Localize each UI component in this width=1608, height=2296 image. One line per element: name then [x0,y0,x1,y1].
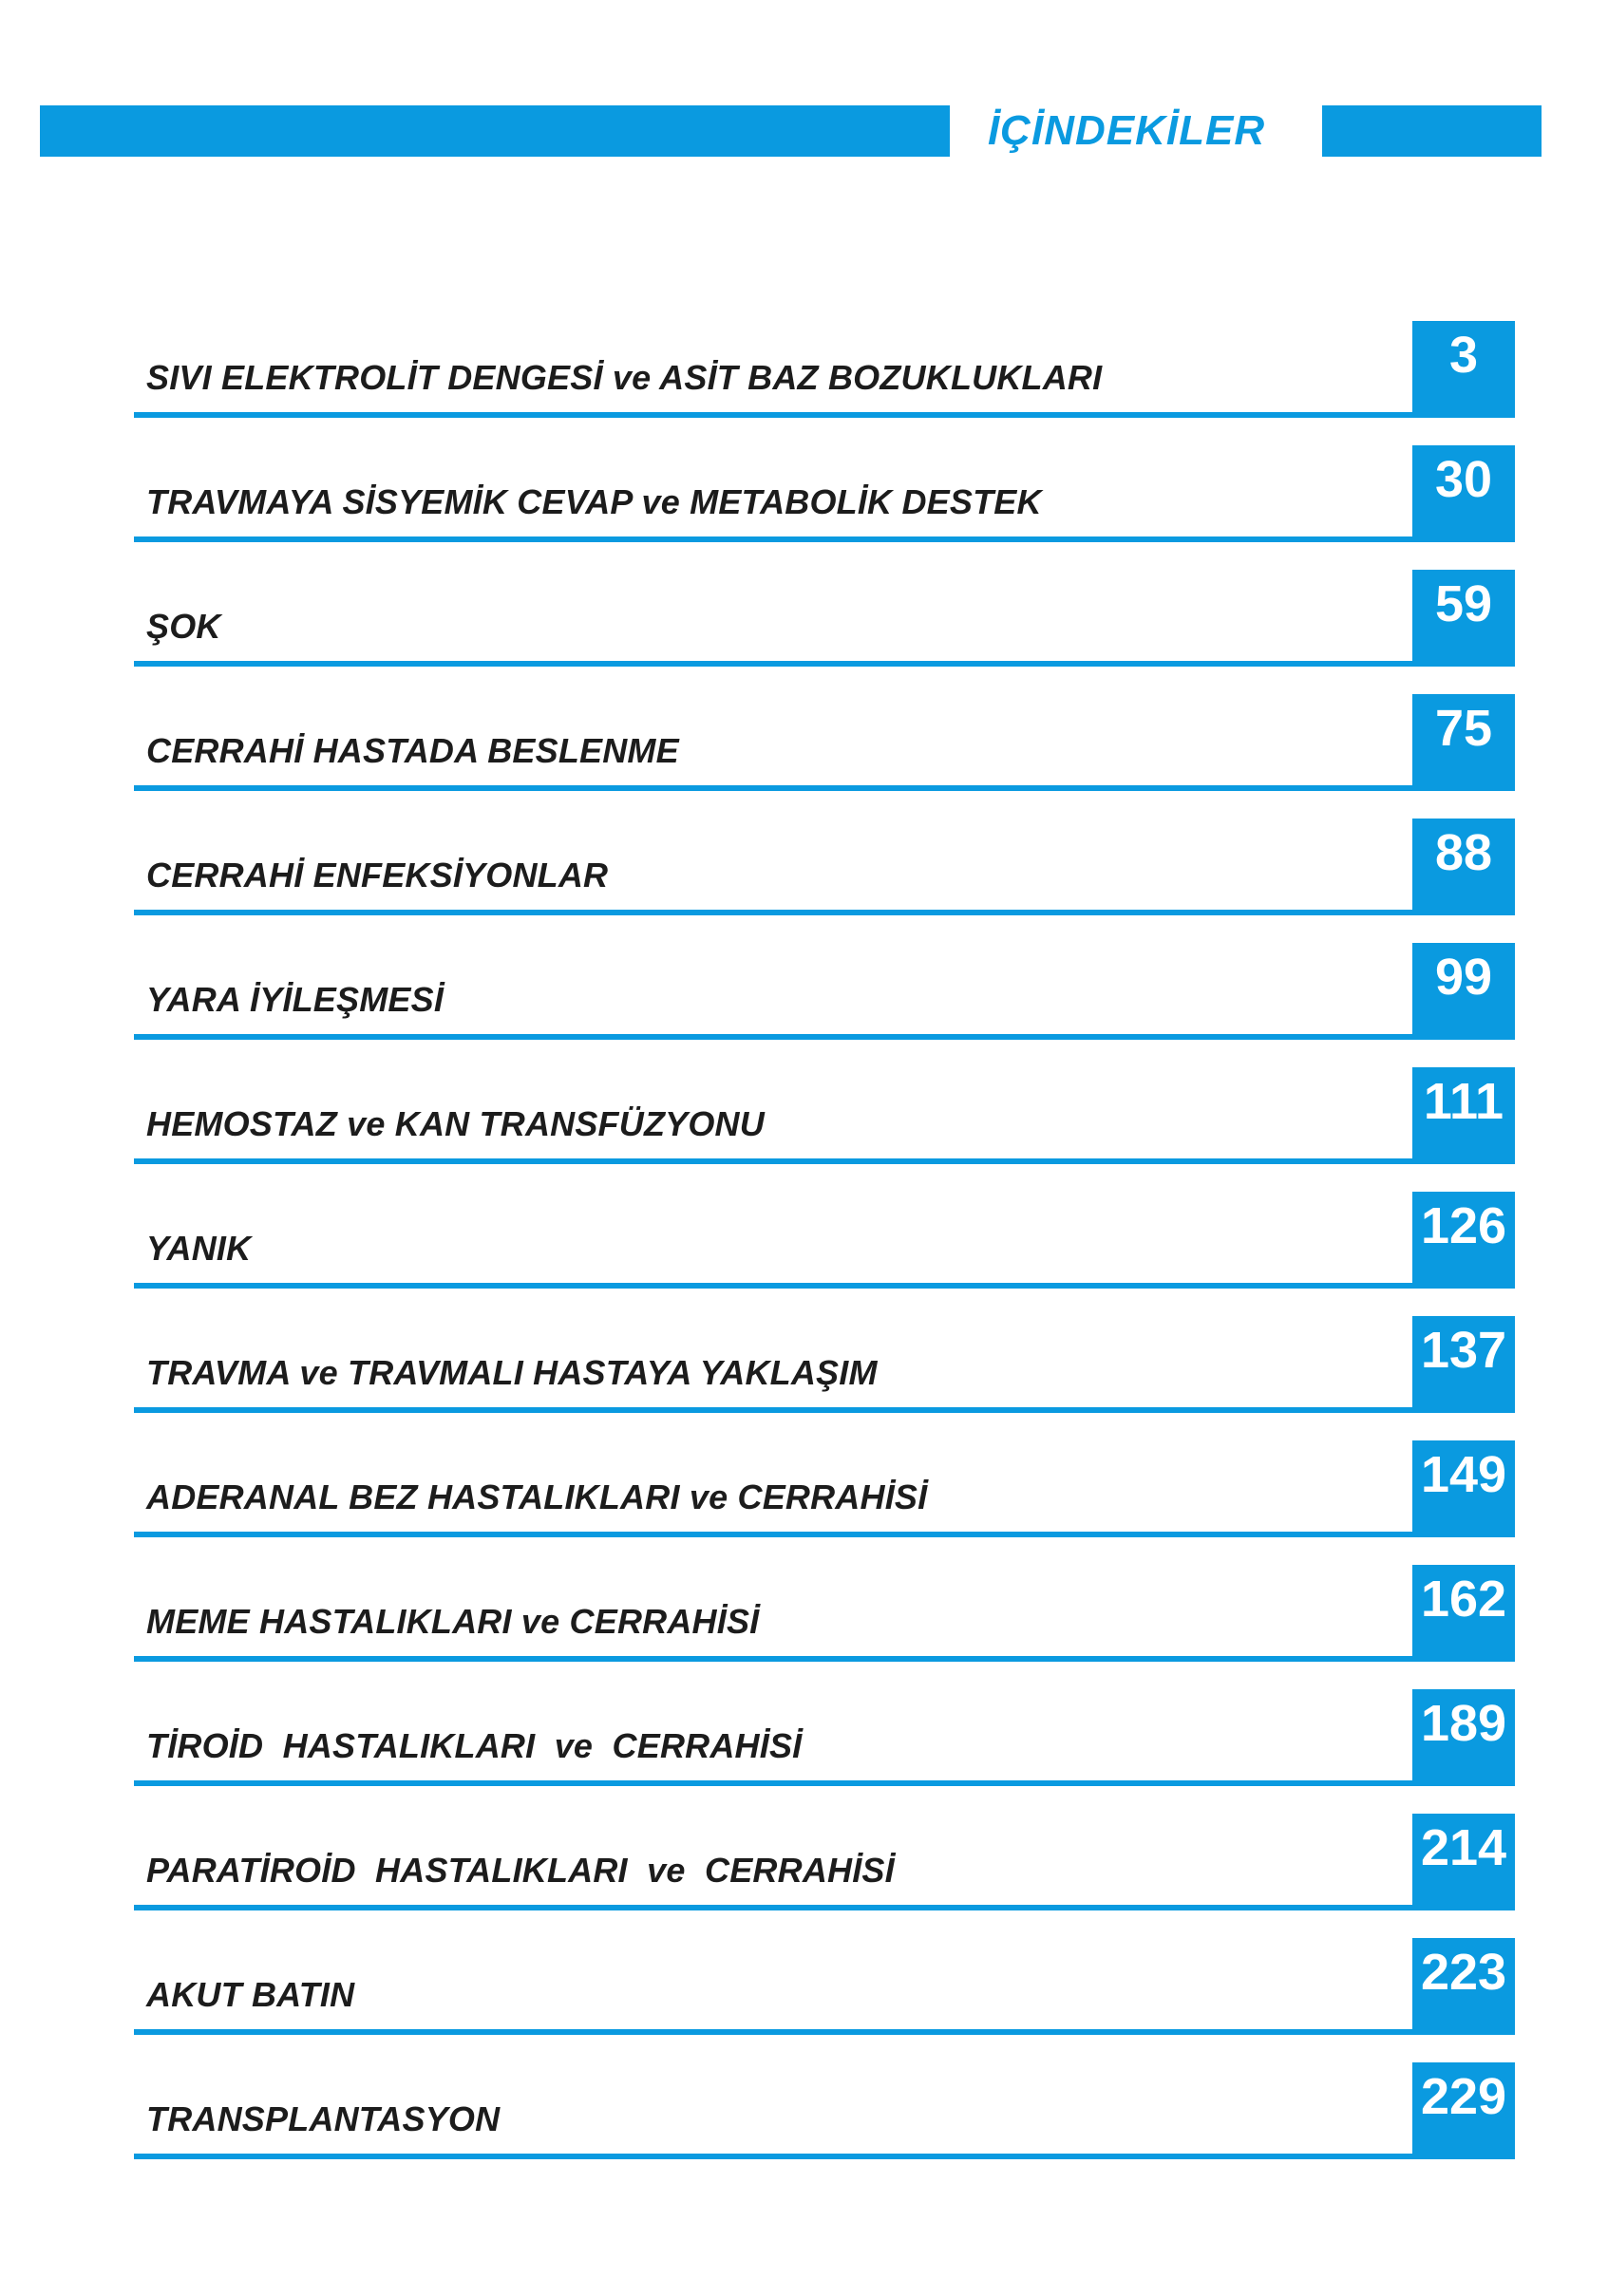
toc-entry-title: TRAVMAYA SİSYEMİK CEVAP ve METABOLİK DESTEK [146,482,1042,521]
toc-entry-title: SIVI ELEKTROLİT DENGESİ ve ASİT BAZ BOZUKLUKLARI [146,358,1103,397]
toc-entry-underline [134,1283,1515,1289]
toc-entry[interactable] [0,1814,1608,1938]
toc-entry-title: AKUT BATIN [146,1975,355,2014]
toc-entry[interactable] [0,2062,1608,2187]
toc-entry[interactable] [0,1440,1608,1565]
header-bar-right [1322,105,1542,157]
toc-entry[interactable] [0,445,1608,570]
toc-entry[interactable] [0,1565,1608,1689]
toc-entry-page-number: 88 [1434,824,1493,881]
toc-entry-page-number: 126 [1420,1197,1507,1254]
toc-entry-underline [134,2154,1515,2159]
toc-entry-underline [134,1780,1515,1786]
header-bar-left [40,105,950,157]
toc-entry-page-number: 214 [1420,1819,1507,1876]
toc-entry-underline [134,2029,1515,2035]
toc-entry-title: ADERANAL BEZ HASTALIKLARI ve CERRAHİSİ [146,1477,928,1516]
toc-entry-underline [134,785,1515,791]
toc-entry[interactable] [0,819,1608,943]
toc-entry-page-number: 99 [1434,949,1493,1006]
toc-entry-title: TRAVMA ve TRAVMALI HASTAYA YAKLAŞIM [146,1353,878,1392]
toc-entry[interactable] [0,694,1608,819]
toc-entry-underline [134,536,1515,542]
toc-entry[interactable] [0,1938,1608,2062]
toc-entry[interactable] [0,1067,1608,1192]
toc-entry-underline [134,910,1515,915]
toc-entry-underline [134,1656,1515,1662]
toc-entry-title: ŞOK [146,607,221,646]
toc-entry-title: CERRAHİ HASTADA BESLENME [146,731,679,770]
toc-entry-underline [134,412,1515,418]
toc-entry[interactable] [0,1192,1608,1316]
toc-entry-title: MEME HASTALIKLARI ve CERRAHİSİ [146,1602,760,1641]
toc-entry-page-number: 111 [1423,1073,1504,1130]
toc-entry-page-number: 75 [1434,700,1493,757]
table-of-contents [0,321,1608,2187]
toc-entry-page-number: 229 [1420,2068,1507,2125]
toc-entry[interactable] [0,1689,1608,1814]
toc-entry-title: YARA İYİLEŞMESİ [146,980,445,1019]
toc-entry-page-number: 189 [1420,1695,1507,1752]
toc-entry-page-number: 30 [1434,451,1493,508]
toc-entry-title: PARATİROİD HASTALIKLARI ve CERRAHİSİ [146,1851,895,1890]
toc-entry-page-number: 162 [1420,1571,1507,1628]
toc-entry-underline [134,661,1515,667]
toc-entry-title: TRANSPLANTASYON [146,2099,501,2138]
toc-entry[interactable] [0,321,1608,445]
page-title: İÇİNDEKİLER [988,107,1266,154]
toc-entry[interactable] [0,943,1608,1067]
toc-entry-title: TİROİD HASTALIKLARI ve CERRAHİSİ [146,1726,803,1765]
toc-entry-page-number: 3 [1448,327,1479,384]
toc-entry-page-number: 223 [1420,1944,1507,2001]
toc-entry-title: HEMOSTAZ ve KAN TRANSFÜZYONU [146,1104,765,1143]
toc-entry-underline [134,1532,1515,1537]
toc-entry-page-number: 59 [1434,575,1493,632]
toc-entry-underline [134,1034,1515,1040]
toc-entry-title: CERRAHİ ENFEKSİYONLAR [146,856,609,894]
toc-entry-underline [134,1158,1515,1164]
toc-entry-title: YANIK [146,1229,252,1268]
toc-entry-page-number: 149 [1420,1446,1507,1503]
toc-entry[interactable] [0,1316,1608,1440]
toc-entry-underline [134,1905,1515,1910]
toc-entry-underline [134,1407,1515,1413]
toc-entry[interactable] [0,570,1608,694]
toc-entry-page-number: 137 [1420,1322,1507,1379]
